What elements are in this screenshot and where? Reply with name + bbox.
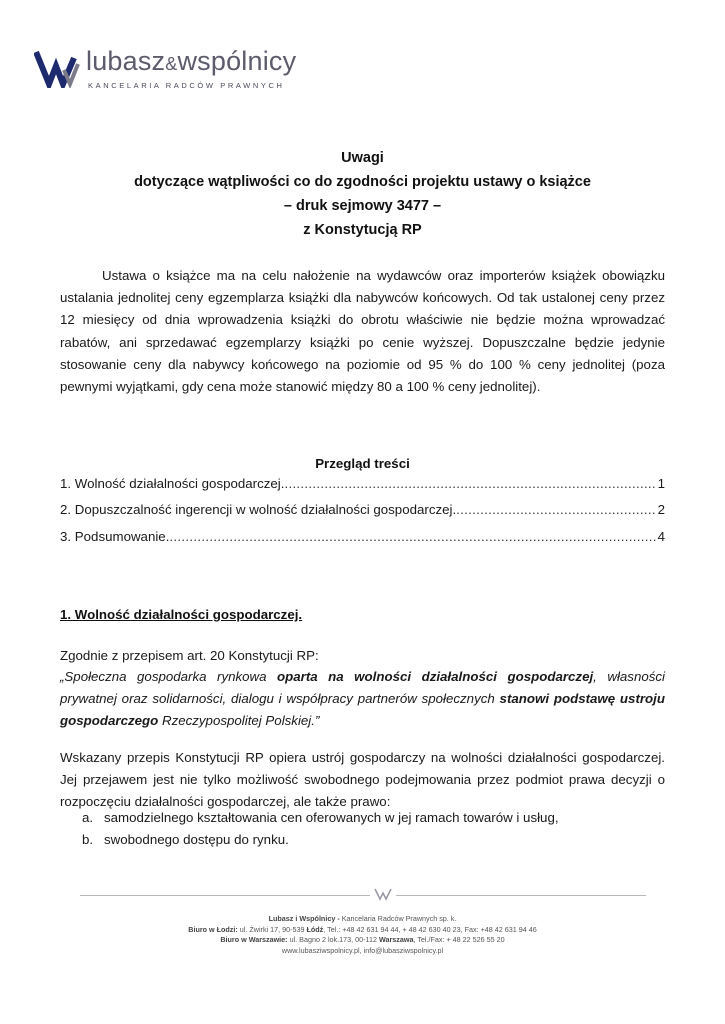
document-title — [0, 146, 725, 242]
toc-entry-page: 2 — [657, 502, 665, 517]
section-heading: 1. Wolność działalności gospodarczej. — [60, 607, 303, 622]
toc-entry-label: 1. Wolność działalności gospodarczej. — [60, 476, 285, 491]
footer-warsaw-office: Biuro w Warszawie: ul. Bagno 2 lok.173, 00-112 Warszawa, Tel./Fax: + 48 22 526 55 20 — [220, 935, 505, 944]
footer — [0, 914, 725, 956]
toc-entry-page: 4 — [657, 529, 665, 544]
toc-entry-label: 2. Dopuszczalność ingerencji w wolność działalności gospodarczej. — [60, 502, 457, 517]
toc-leader — [169, 529, 655, 544]
toc-entry-page: 1 — [657, 476, 665, 491]
logo-w-mark-icon — [34, 46, 80, 88]
list-item: b. swobodnego dostępu do rynku. — [82, 832, 289, 847]
constitution-quote: „Społeczna gospodarka rynkowa oparta na wolności działalności gospodarczej, własności prywatnej oraz solidarności, dialogu i współpracy partnerów społecznych stanowi podstawę ustroju gospodarczego Rzeczypospolitej Polskiej.” — [60, 669, 665, 729]
title-line: Uwagi — [341, 150, 384, 166]
toc-entry[interactable] — [60, 529, 665, 544]
footer-divider — [396, 895, 646, 896]
title-line: – druk sejmowy 3477 – — [283, 198, 442, 214]
footer-lodz-office: Biuro w Łodzi: ul. Żwirki 17, 90-539 Łódź, Tel.: +48 42 631 94 44, + 48 42 630 40 23, Fax: +48 42 631 94 46 — [188, 924, 537, 934]
footer-web-link[interactable]: www.lubasziwspolnicy.pl, info@lubasziwspolnicy.pl — [281, 945, 444, 955]
list-item: a. samodzielnego kształtowania cen oferowanych w jej ramach towarów i usług, — [82, 810, 559, 825]
toc-title: Przegląd treści — [315, 456, 410, 471]
intro-paragraph: Ustawa o książce ma na celu nałożenie na wydawców oraz importerów książek obowiązku ustalania jednolitej ceny egzemplarza książki dla nabywców końcowych. Od tak ustalonej ceny przez 12 miesięcy od dnia wprowadzenia książki do obrotu właściwie nie będzie można wprowadzać rabatów, ani sprzedawać egzemplarzy książki po cenie wyższej. Dopuszczalne będzie jedynie stosowanie ceny dla nabywcy końcowego na poziomie od 95 % do 100 % ceny jednolitej (poza pewnymi wyjątkami, gdy cena może stanowić między 80 a 100 % ceny jednolitej). — [60, 268, 665, 395]
footer-company: Lubasz i Wspólnicy - Kancelaria Radców Prawnych sp. k. — [268, 914, 457, 923]
toc-leader — [456, 502, 655, 517]
toc-leader — [284, 476, 655, 491]
toc-entry[interactable] — [60, 502, 665, 517]
section-lead: Zgodnie z przepisem art. 20 Konstytucji RP: — [60, 648, 319, 663]
company-logo — [34, 46, 296, 90]
footer-logo-icon — [374, 887, 392, 901]
footer-divider — [80, 895, 370, 896]
title-line: z Konstytucją RP — [303, 222, 422, 238]
logo-name: lubasz&wspólnicy — [86, 46, 297, 76]
section-paragraph: Wskazany przepis Konstytucji RP opiera ustrój gospodarczy na wolności działalności gospodarczej. Jej przejawem jest nie tylko możliwość swobodnego podejmowania przez podmiot prawa decyzji o rozpoczęciu działalności gospodarczej, ale także prawo: — [60, 750, 665, 810]
title-line: dotyczące wątpliwości co do zgodności projektu ustawy o książce — [134, 174, 591, 190]
toc-entry[interactable] — [60, 476, 665, 491]
toc-entry-label: 3. Podsumowanie. — [60, 529, 170, 544]
logo-subtitle: KANCELARIA RADCÓW PRAWNYCH — [88, 81, 285, 90]
